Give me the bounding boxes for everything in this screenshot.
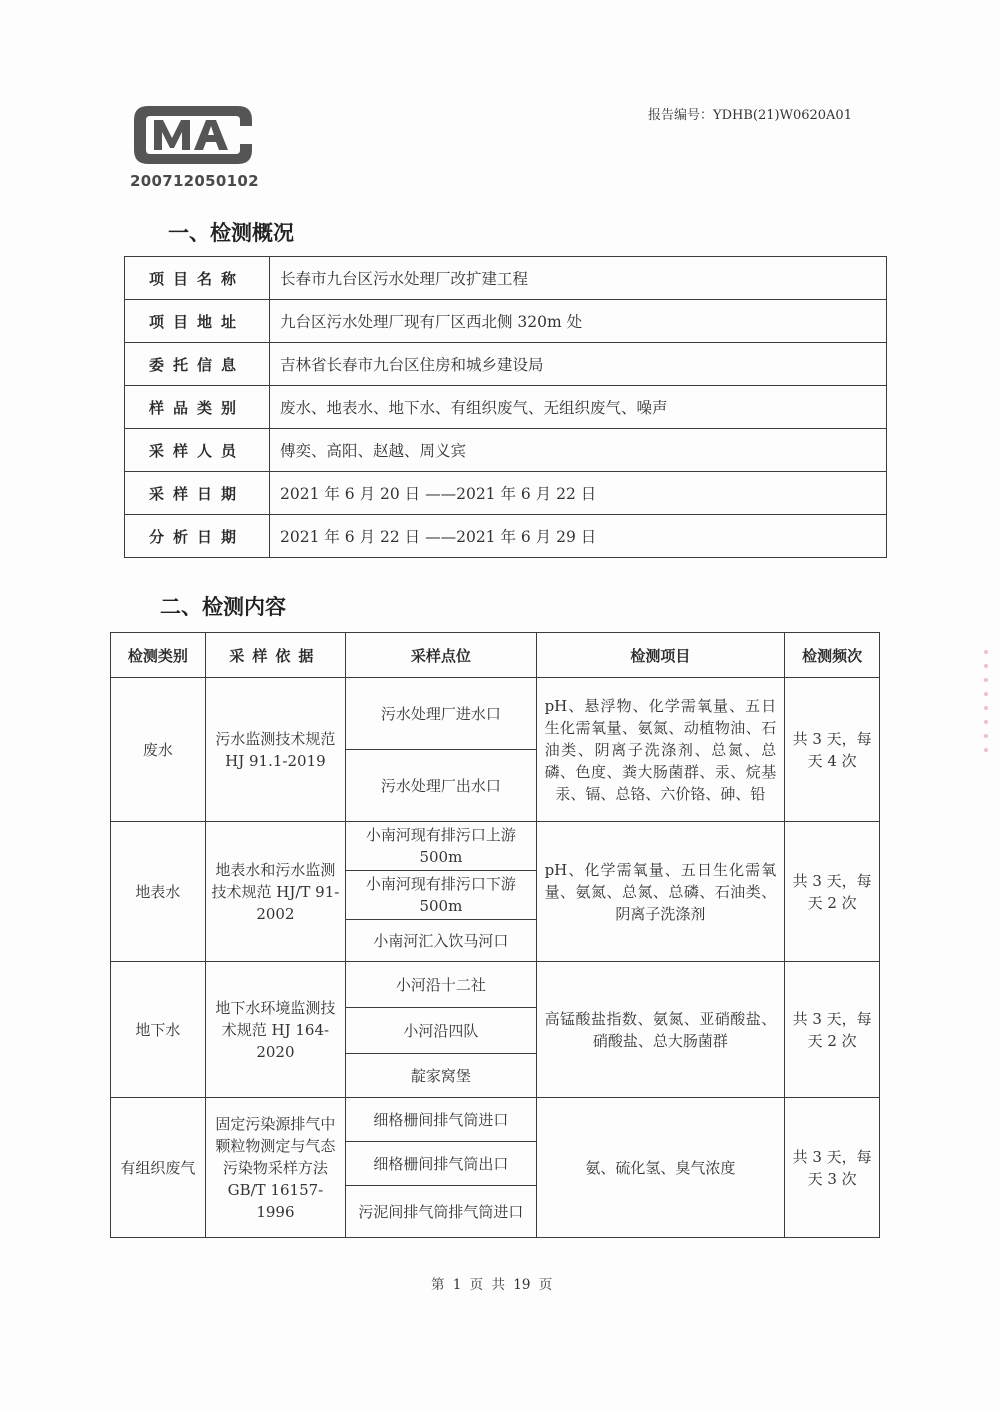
point-cell: 污泥间排气筒排气筒进口 <box>346 1186 536 1238</box>
point-cell: 细格栅间排气筒出口 <box>346 1142 536 1186</box>
point-cell: 小南河现有排污口上游 500m <box>346 822 536 871</box>
cma-logo <box>130 100 256 170</box>
row-label: 采样人员 <box>125 429 270 472</box>
section-title-overview: 一、检测概况 <box>168 221 294 245</box>
content-table <box>110 632 880 1238</box>
row-value: 长春市九台区污水处理厂改扩建工程 <box>270 257 887 300</box>
basis-cell: 污水监测技术规范 HJ 91.1-2019 <box>205 678 345 822</box>
header-basis: 采样依据 <box>205 633 345 678</box>
point-cell: 污水处理厂进水口 <box>346 678 536 750</box>
frequency-cell: 共 3 天，每天 2 次 <box>785 822 880 962</box>
seal-stamp-fragment <box>978 640 996 790</box>
basis-cell: 地表水和污水监测技术规范 HJ/T 91-2002 <box>205 822 345 962</box>
row-value: 2021 年 6 月 22 日 ——2021 年 6 月 29 日 <box>270 515 887 558</box>
table-row <box>125 386 887 429</box>
cma-number: 200712050102 <box>130 172 259 190</box>
row-value: 傅奕、高阳、赵越、周义宾 <box>270 429 887 472</box>
report-number-value: YDHB(21)W0620A01 <box>713 108 852 123</box>
row-label: 委托信息 <box>125 343 270 386</box>
basis-cell: 地下水环境监测技术规范 HJ 164-2020 <box>205 962 345 1098</box>
row-label: 样品类别 <box>125 386 270 429</box>
page-number: 第 1 页 共 19 页 <box>431 1277 553 1293</box>
table-row <box>111 678 880 750</box>
point-cell: 污水处理厂出水口 <box>346 750 536 822</box>
point-cell: 细格栅间排气筒进口 <box>346 1098 536 1142</box>
row-label: 项目名称 <box>125 257 270 300</box>
table-row <box>111 1098 880 1142</box>
header-points: 采样点位 <box>346 633 536 678</box>
header-row <box>111 633 880 678</box>
items-cell: pH、化学需氧量、五日生化需氧量、氨氮、总氮、总磷、石油类、阴离子洗涤剂 <box>536 822 785 962</box>
items-cell: pH、悬浮物、化学需氧量、五日生化需氧量、氨氮、动植物油、石油类、阴离子洗涤剂、总氮、总磷、色度、粪大肠菌群、汞、烷基汞、镉、总铬、六价铬、砷、铅 <box>536 678 785 822</box>
row-label: 采样日期 <box>125 472 270 515</box>
table-row <box>125 300 887 343</box>
header-frequency: 检测频次 <box>785 633 880 678</box>
row-value: 吉林省长春市九台区住房和城乡建设局 <box>270 343 887 386</box>
header-category: 检测类别 <box>111 633 206 678</box>
table-row <box>111 962 880 1008</box>
table-row <box>125 257 887 300</box>
overview-table <box>124 256 887 558</box>
table-row <box>125 429 887 472</box>
category-cell: 地下水 <box>111 962 206 1098</box>
point-cell: 靛家窝堡 <box>346 1054 536 1098</box>
table-row <box>125 515 887 558</box>
row-label: 分析日期 <box>125 515 270 558</box>
row-label: 项目地址 <box>125 300 270 343</box>
items-cell: 氨、硫化氢、臭气浓度 <box>536 1098 785 1238</box>
point-cell: 小河沿四队 <box>346 1008 536 1054</box>
category-cell: 废水 <box>111 678 206 822</box>
row-value: 2021 年 6 月 20 日 ——2021 年 6 月 22 日 <box>270 472 887 515</box>
row-value: 九台区污水处理厂现有厂区西北侧 320m 处 <box>270 300 887 343</box>
basis-cell: 固定污染源排气中颗粒物测定与气态污染物采样方法 GB/T 16157-1996 <box>205 1098 345 1238</box>
point-cell: 小河沿十二社 <box>346 962 536 1008</box>
category-cell: 有组织废气 <box>111 1098 206 1238</box>
report-number <box>648 104 852 123</box>
category-cell: 地表水 <box>111 822 206 962</box>
frequency-cell: 共 3 天，每天 4 次 <box>785 678 880 822</box>
frequency-cell: 共 3 天，每天 2 次 <box>785 962 880 1098</box>
table-row <box>125 343 887 386</box>
report-number-label: 报告编号： <box>648 108 714 123</box>
section-title-content: 二、检测内容 <box>160 595 286 619</box>
table-row <box>125 472 887 515</box>
point-cell: 小南河汇入饮马河口 <box>346 920 536 962</box>
row-value: 废水、地表水、地下水、有组织废气、无组织废气、噪声 <box>270 386 887 429</box>
point-cell: 小南河现有排污口下游 500m <box>346 871 536 920</box>
items-cell: 高锰酸盐指数、氨氮、亚硝酸盐、硝酸盐、总大肠菌群 <box>536 962 785 1098</box>
header-items: 检测项目 <box>536 633 785 678</box>
frequency-cell: 共 3 天，每天 3 次 <box>785 1098 880 1238</box>
table-row <box>111 822 880 871</box>
